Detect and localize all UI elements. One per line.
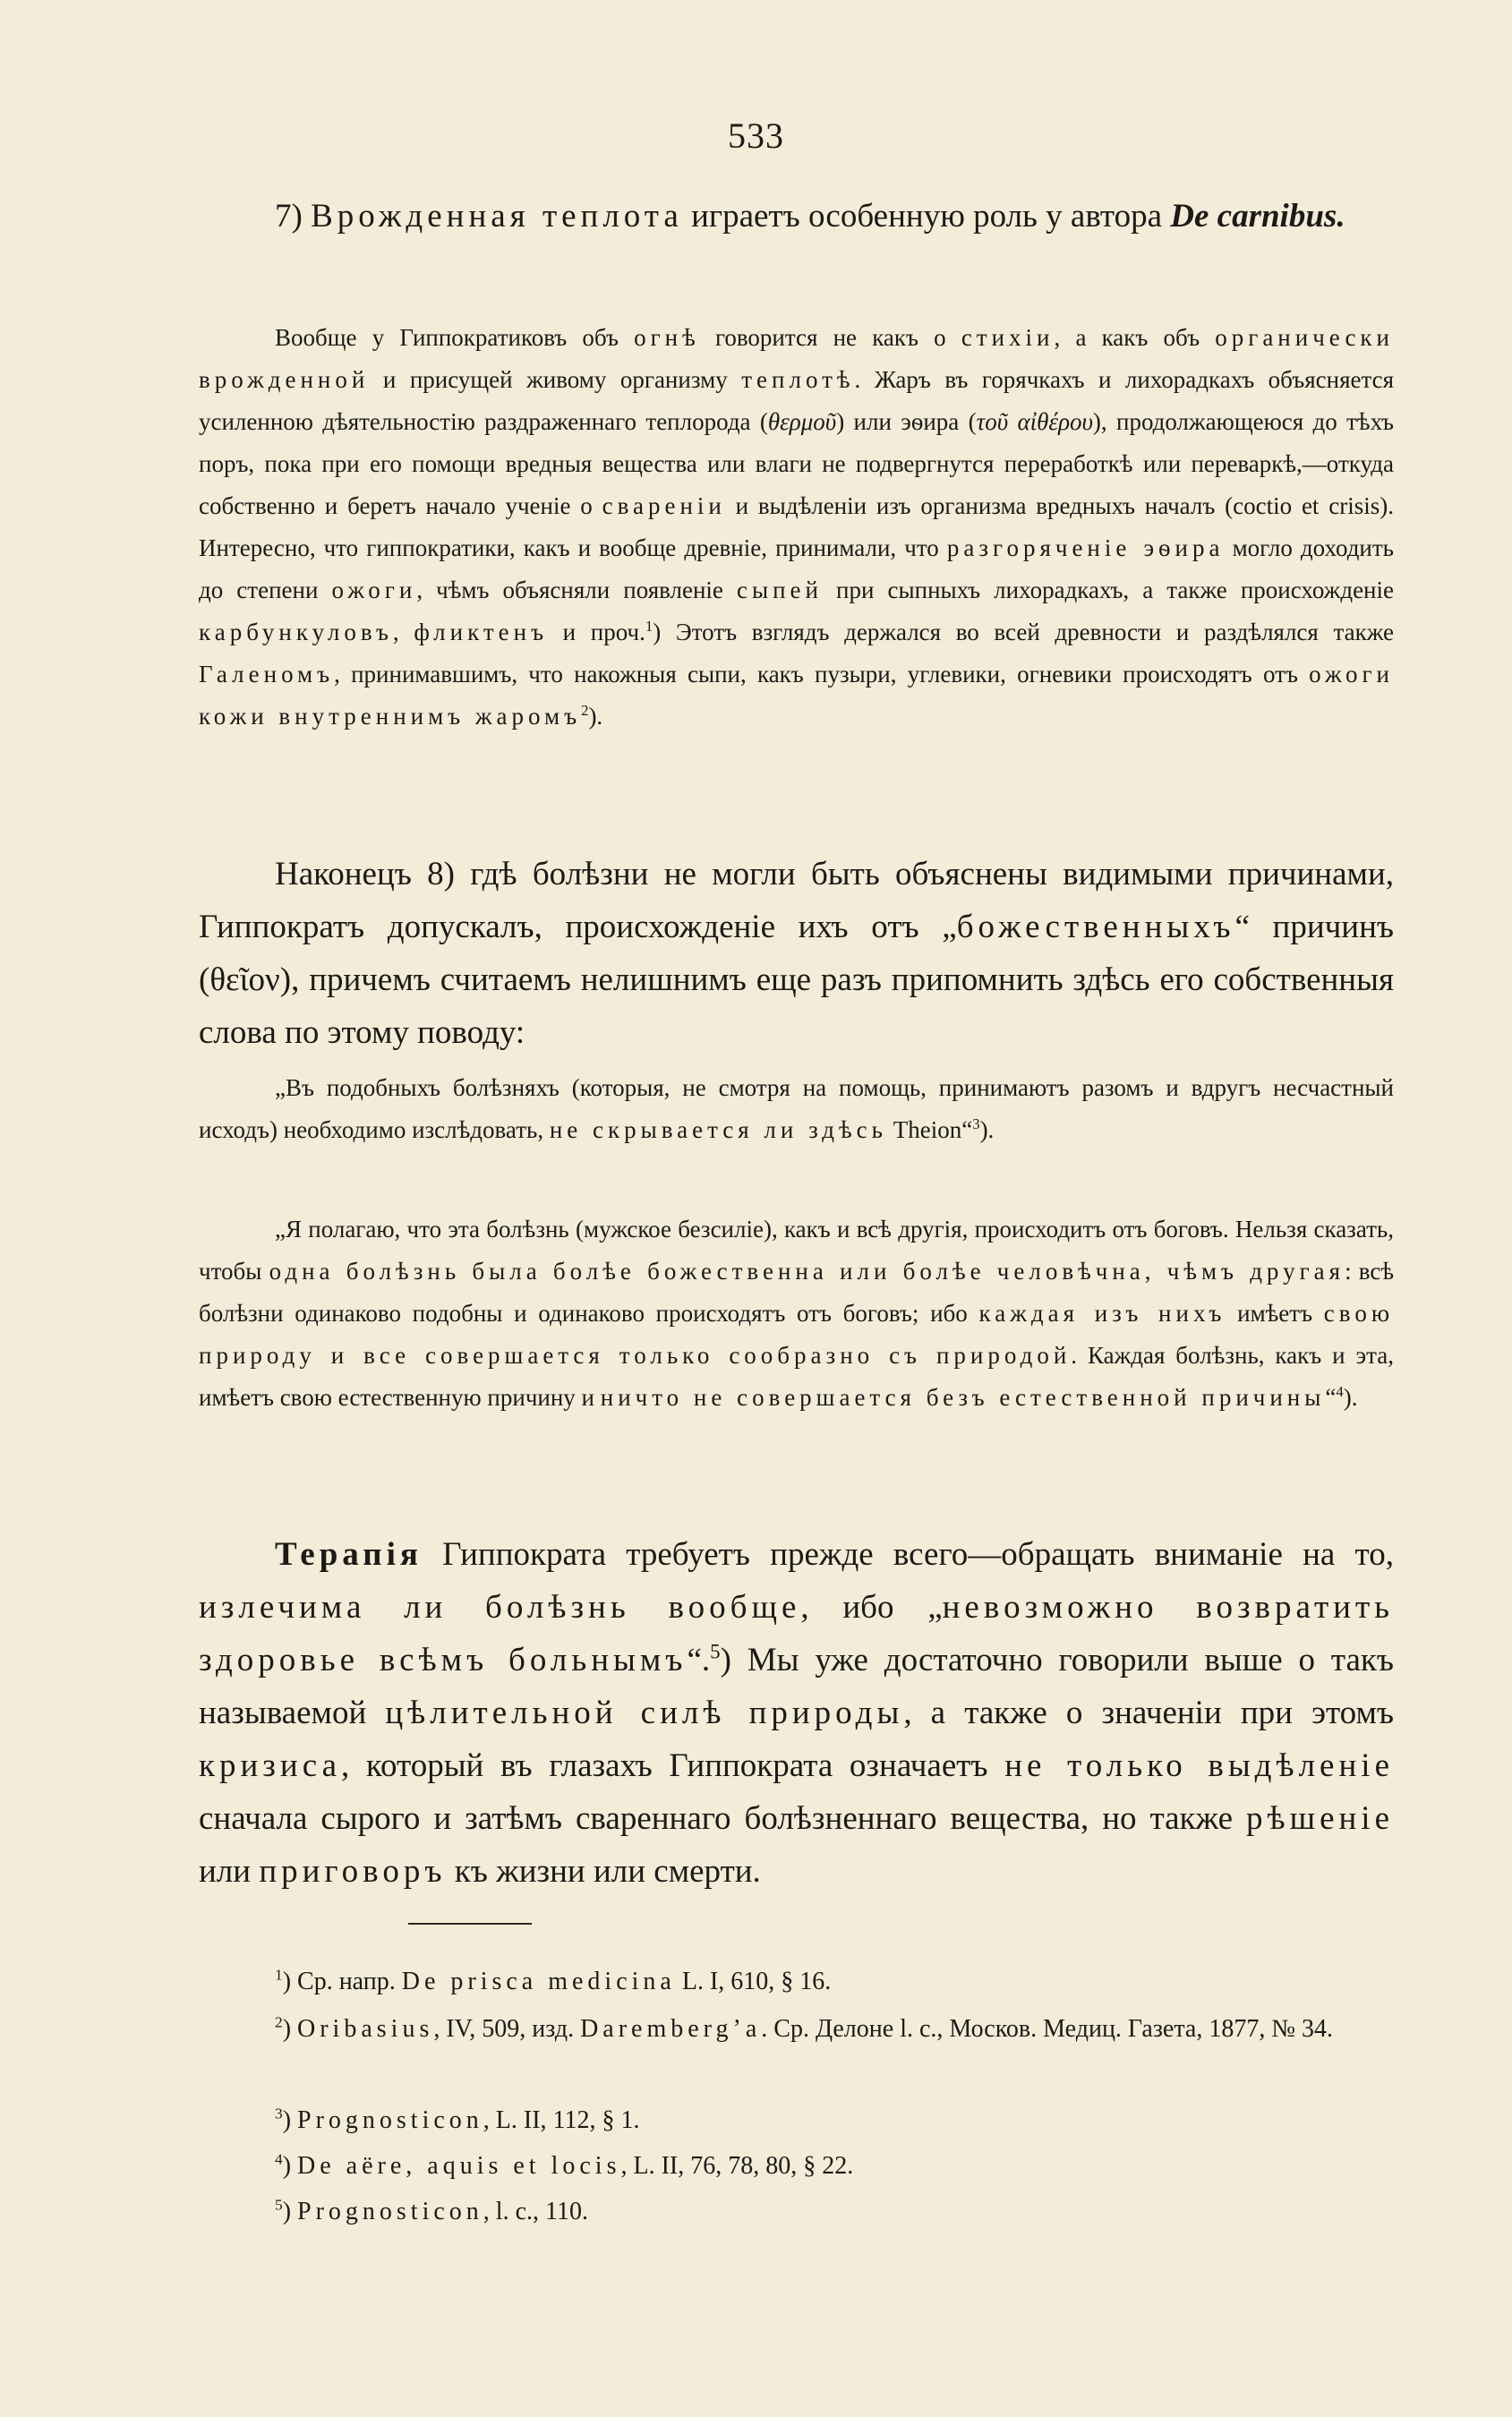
paragraph-therapy (199, 1528, 1394, 1898)
text-run: “ (1325, 1384, 1337, 1411)
spaced-term: стихіи (961, 324, 1055, 351)
text-run: ) Мы уже достаточно говорили выше о такъ называемой (199, 1642, 1394, 1731)
spaced-term: ожоги (331, 576, 417, 603)
spaced-term: органически врожденной (199, 324, 1394, 393)
text-run: при сыпныхъ лихорадкахъ, а также происхожденіе (822, 576, 1394, 603)
text-run: Этотъ взглядъ держался во всей древности и раздѣлялся также (661, 619, 1395, 645)
text-run: , который въ глазахъ Гиппократа означаетъ (341, 1747, 1005, 1784)
greek-term: τοῦ αἰθέρου (976, 408, 1093, 435)
quote-2 (199, 1208, 1394, 1419)
spaced-term: не скрывается ли здѣсь (549, 1116, 887, 1143)
text-run: “ причинъ (θεῖον), причемъ считаемъ нелишнимъ еще разъ припомнить здѣсь его собственныя слова по этому поводу: (199, 909, 1394, 1051)
text-run: играетъ особенную роль у автора (682, 198, 1171, 235)
text-run: “. (687, 1642, 711, 1678)
author-name: Oribasius (297, 2015, 434, 2043)
work-title: Prognosticon (297, 2106, 483, 2134)
text-run: . Каждая болѣзнь, какъ и эта, имѣетъ свою естественную причину и (199, 1342, 1394, 1411)
text-run: ) (282, 2152, 298, 2180)
spaced-term: Галеномъ (199, 661, 335, 688)
text-run: , а также о значеніи при этомъ (903, 1695, 1395, 1731)
text-run: , l. c., 110. (483, 2198, 588, 2225)
footnote-1 (199, 1960, 1394, 2003)
paragraph-7-body: Вообще у Гиппократиковъ объ огнѣ говорится не какъ о стихіи, а какъ объ органически врожденной и присущей живому организму теплотѣ. Жаръ въ горячкахъ и лихорадкахъ объясняется усиленною дѣятельностію раздраженнаго теплорода (θερμοῦ) или эѳира (τοῦ αἰθέρου), продолжающеюся до тѣхъ поръ, пока при его помощи вредныя вещества или влаги не подвергнутся переработкѣ или переваркѣ,—откуда собственно и беретъ начало ученіе о свареніи и выдѣленіи изъ организма вредныхъ началъ (coctio et crisis). Интересно, что гиппократики, какъ и вообще древніе, принимали, что разгоряченіе эѳира могло доходить до степени ожоги, чѣмъ объясняли появленіе сыпей при сыпныхъ лихорадкахъ, а также происхожденіе карбункуловъ, фликтенъ и проч.$^1$) Этотъ взглядъ держался во всей древности и раздѣлялся также Галеномъ, принимавшимъ, что накожныя сыпи, какъ пузыри, углевики, огневики происходятъ отъ ожоги кожи внутреннимъ жаромъ$^2$). (199, 324, 1395, 730)
text-run: , (392, 619, 414, 645)
text-run: 7) (275, 198, 312, 235)
spaced-term: Терапія (275, 1536, 423, 1573)
footnote-ref: 1 (645, 618, 653, 635)
text-run: сначала сырого и затѣмъ свареннаго болѣзненнаго вещества, но также (199, 1800, 1246, 1837)
text-run: . Жаръ въ горячкахъ и лихорадкахъ объясняется усиленною дѣятельностію раздраженнаго теплорода ( (199, 366, 1394, 435)
text-run: : всѣ болѣзни одинаково подобны и одинаково происходятъ отъ боговъ; ибо (199, 1258, 1394, 1327)
paragraph-7-heading (199, 190, 1394, 243)
text-run: ) или эѳира ( (836, 408, 977, 435)
spaced-term: ничто не совершается безъ естественной причины (600, 1384, 1326, 1411)
text-run: къ жизни или смерти. (446, 1853, 761, 1890)
spaced-term: божественныхъ (956, 909, 1235, 945)
spaced-term: свареніи (602, 492, 726, 519)
quote-1 (199, 1067, 1394, 1151)
text-run: ) (282, 2106, 298, 2134)
text-run: Гиппократа требуетъ прежде всего—обращать вниманіе на то, (422, 1536, 1394, 1573)
spaced-term: одна болѣзнь была болѣе божественна или болѣе человѣчна, чѣмъ другая (269, 1258, 1345, 1285)
footnote-number: 5 (275, 2196, 283, 2214)
text-run: „Я полагаю, что эта болѣзнь (мужское безсиліе), какъ и всѣ другія, происходитъ отъ боговъ. Нельзя сказать, чтобы (199, 1216, 1394, 1285)
spaced-term: разгоряченіе эѳира (946, 534, 1225, 561)
text-run: ). (588, 703, 603, 730)
text-run: , IV, 509, изд. (433, 2015, 581, 2043)
spaced-term: фликтенъ (414, 619, 549, 645)
spaced-term: кризиса (199, 1747, 341, 1784)
page-number: 533 (728, 115, 784, 156)
spaced-term: излечима ли болѣзнь вообще (199, 1589, 801, 1626)
spaced-term: огнѣ (634, 324, 700, 351)
text-run: , L. II, 112, § 1. (483, 2106, 640, 2134)
work-title: De prisca medicina (401, 1968, 676, 1995)
work-title: Prognosticon (297, 2198, 483, 2225)
text-run: „Въ подобныхъ болѣзняхъ (которыя, не смотря на помощь, принимаютъ разомъ и вдругъ несчастный исходъ) необходимо изслѣдовать, (199, 1074, 1394, 1143)
text-run: имѣетъ (1226, 1300, 1324, 1327)
work-title: De carnibus. (1170, 198, 1345, 235)
text-run: Вообще у Гиппократиковъ объ (275, 324, 635, 351)
greek-term: θερμοῦ (767, 408, 837, 435)
spaced-term: приговоръ (259, 1853, 447, 1890)
text-run: Наконецъ 8) гдѣ болѣзни не могли быть объяснены видимыми причинами, Гиппократъ допускалъ, происхожденіе ихъ отъ „ (199, 856, 1394, 945)
text-run: , L. II, 76, 78, 80, § 22. (620, 2152, 854, 2180)
footnote-2 (199, 2008, 1394, 2050)
spaced-term: цѣлительной силѣ природы (385, 1695, 904, 1731)
footnote-3 (199, 2099, 1394, 2141)
spaced-term: сыпей (736, 576, 823, 603)
text-run: и присущей живому организму (369, 366, 742, 393)
spaced-term: карбункуловъ (199, 619, 393, 645)
text-run: и выдѣленіи изъ организма вредныхъ началъ (coctio et crisis). Интересно, что гиппократики, какъ и вообще древніе, принимали, что (199, 492, 1394, 561)
text-run: , а какъ объ (1054, 324, 1216, 351)
text-run: говорится не какъ о (699, 324, 961, 351)
text-run: ), продолжающеюся до тѣхъ поръ, пока при его помощи вредныя вещества или влаги не подвергнутся переработкѣ или переваркѣ,—откуда собственно и беретъ начало ученіе о (199, 408, 1394, 519)
spaced-term: ожоги кожи внутреннимъ жаромъ (199, 661, 1394, 730)
author-name: Daremberg’a (580, 2015, 762, 2043)
text-run: , принимавшимъ, что накожныя сыпи, какъ пузыри, углевики, огневики происходятъ отъ (334, 661, 1310, 688)
spaced-term: каждая изъ нихъ (978, 1300, 1226, 1327)
spaced-term: невозможно возвратить здоровье всѣмъ больнымъ (199, 1589, 1395, 1678)
text-run: или (199, 1853, 260, 1890)
text-run: Theion“ (886, 1116, 973, 1143)
footnote-number: 1 (275, 1966, 283, 1984)
footnote-ref: 4 (1336, 1383, 1344, 1400)
text-run: ). (1343, 1384, 1358, 1411)
spaced-term: Врожденная теплота (311, 198, 683, 235)
work-title: De aëre, aquis et locis (297, 2152, 621, 2180)
paragraph-8 (199, 848, 1394, 1059)
spaced-term: теплотѣ (741, 366, 855, 393)
footnote-separator (408, 1923, 532, 1925)
text-run: ) (282, 2198, 298, 2225)
text-run: могло доходить до степени (199, 534, 1394, 603)
text-run: , ибо „ (800, 1589, 943, 1626)
footnote-ref: 5 (710, 1640, 721, 1663)
footnote-ref: 2 (581, 702, 589, 719)
footnote-5 (199, 2191, 1394, 2233)
text-run: , чѣмъ объясняли появленіе (416, 576, 737, 603)
spaced-term: не только выдѣленіе (1004, 1747, 1394, 1784)
spaced-term: рѣшеніе (1245, 1800, 1394, 1837)
footnote-4 (199, 2145, 1394, 2187)
footnote-number: 2 (275, 2013, 283, 2031)
footnote-number: 3 (275, 2105, 283, 2122)
text-run: и проч. (548, 619, 645, 645)
footnote-number: 4 (275, 2150, 283, 2168)
spaced-term: свою природу и все совершается только сообразно съ природой (199, 1300, 1394, 1369)
text-run: ). (979, 1116, 995, 1143)
text-run: ) Ср. напр. (282, 1968, 402, 1995)
text-run: L. I, 610, § 16. (675, 1968, 832, 1995)
text-run: ) (282, 2015, 298, 2043)
footnote-ref: 3 (972, 1115, 980, 1132)
text-run: . Ср. Делоне l. c., Москов. Медиц. Газета, 1877, № 34. (761, 2015, 1334, 2043)
